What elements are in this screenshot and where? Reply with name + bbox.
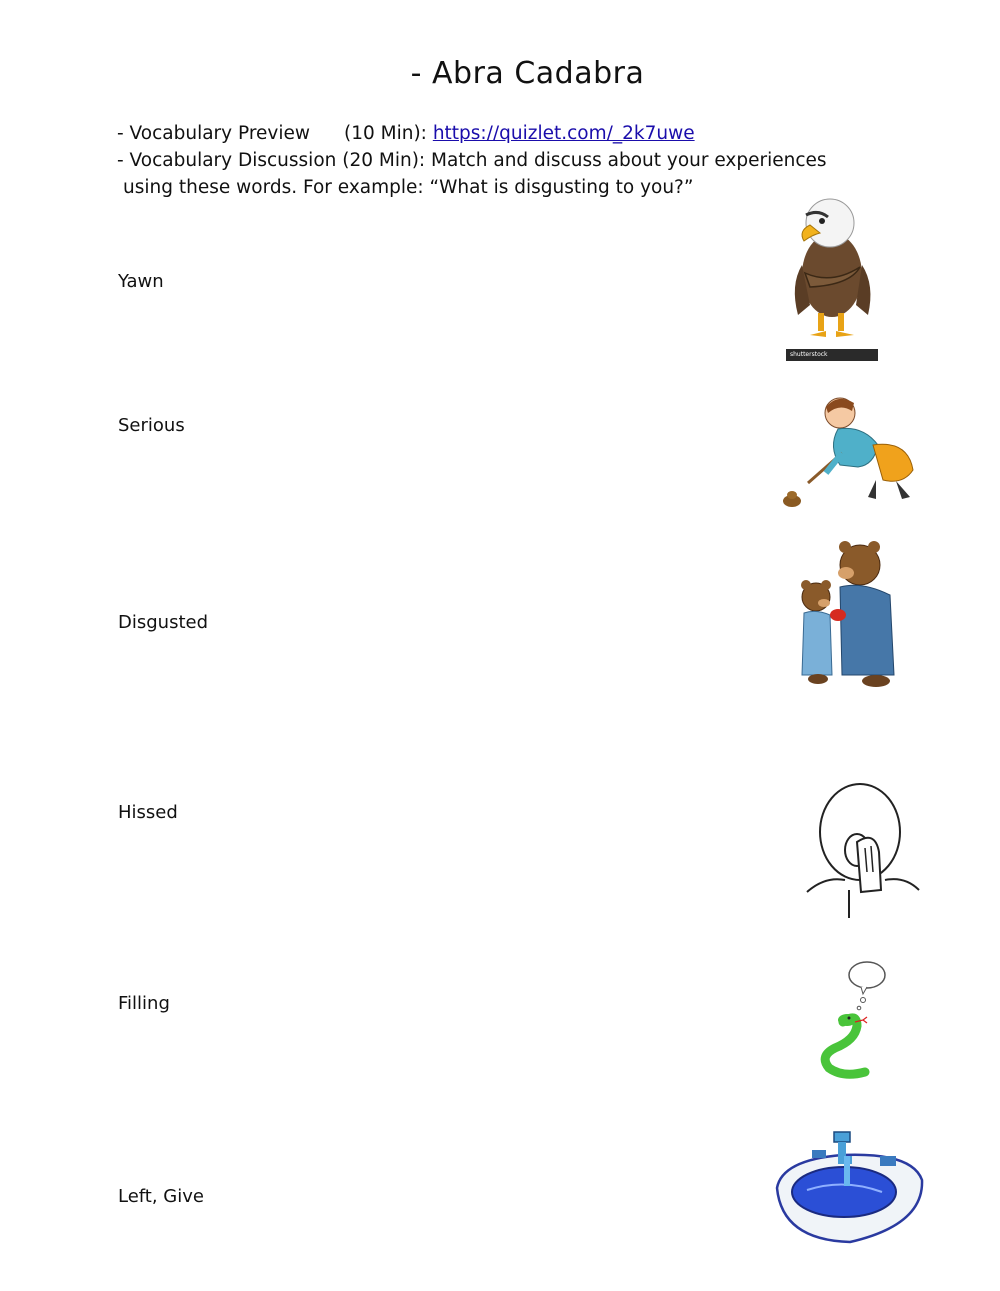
man-image[interactable] [778, 385, 918, 510]
page-title: - Abra Cadabra [410, 56, 645, 91]
word-filling[interactable]: Filling [118, 993, 170, 1014]
snake-image[interactable] [815, 960, 895, 1085]
word-serious[interactable]: Serious [118, 415, 185, 436]
instruction-line-3: using these words. For example: “What is disgusting to you?” [123, 177, 694, 198]
word-yawn[interactable]: Yawn [118, 271, 164, 292]
instruction-line-2: - Vocabulary Discussion (20 Min): Match and discuss about your experiences [117, 150, 827, 171]
sink-image[interactable] [772, 1130, 927, 1248]
eagle-image[interactable] [780, 185, 880, 350]
quizlet-link[interactable]: https://quizlet.com/_2k7uwe [432, 123, 695, 144]
bears-image[interactable] [790, 535, 905, 690]
word-disgusted[interactable]: Disgusted [118, 612, 209, 633]
face-image[interactable] [805, 780, 923, 920]
instruction-line-1 [117, 120, 877, 147]
watermark-text: shutterstock [790, 351, 828, 358]
vocab-preview-time: (10 Min): [344, 123, 427, 144]
word-left-give[interactable]: Left, Give [118, 1186, 204, 1207]
watermark-bar [786, 349, 878, 361]
vocab-preview-label: - Vocabulary Preview [117, 123, 310, 144]
instructions [117, 120, 877, 201]
word-hissed[interactable]: Hissed [118, 802, 178, 823]
